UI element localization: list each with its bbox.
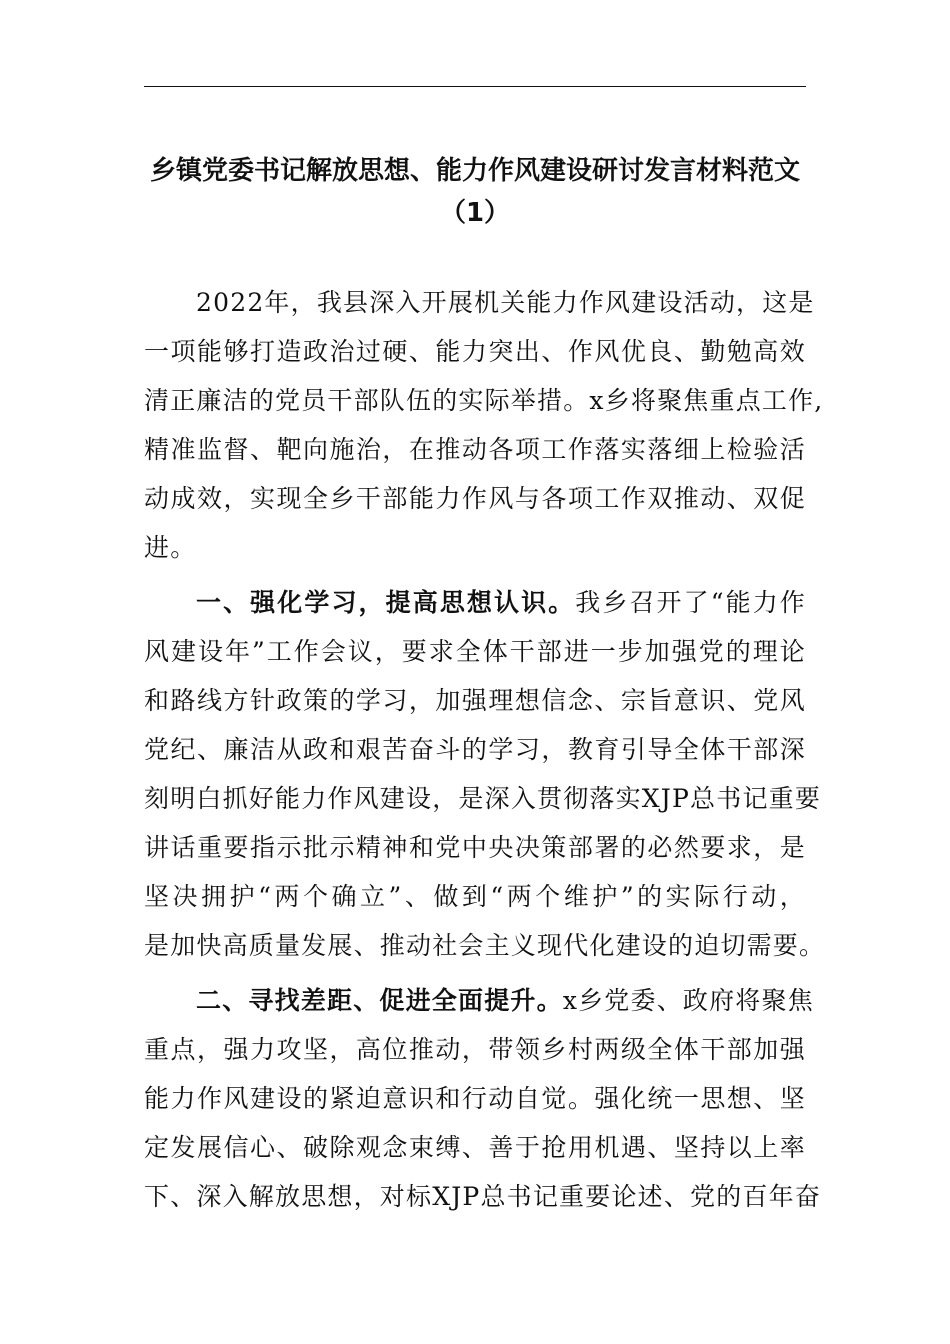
paragraph-line: 风建设年”工作会议，要求全体干部进一步加强党的理论 — [144, 637, 806, 666]
paragraph-line: 讲话重要指示批示精神和党中央决策部署的必然要求，是 — [144, 833, 806, 862]
intro-paragraph — [144, 278, 824, 572]
title-line-2: （1） — [439, 198, 511, 228]
paragraph-line: 定发展信心、破除观念束缚、善于抢用机遇、坚持以上率 — [144, 1133, 806, 1162]
document-body — [144, 278, 826, 1221]
section-2-first-line-rest: x乡党委、政府将聚焦 — [562, 986, 814, 1015]
section-1-paragraph — [144, 578, 826, 970]
paragraph-line: 下、深入解放思想，对标XJP总书记重要论述、党的百年奋 — [144, 1182, 822, 1211]
section-1-first-line — [144, 578, 806, 627]
section-2-heading: 二、寻找差距、促进全面提升。 — [196, 986, 563, 1015]
paragraph-line: 一项能够打造政治过硬、能力突出、作风优良、勤勉高效 — [144, 337, 806, 366]
paragraph-line: 刻明白抓好能力作风建设，是深入贯彻落实XJP总书记重要 — [144, 784, 822, 813]
title-line-1: 乡镇党委书记解放思想、能力作风建设研讨发言材料范文 — [149, 156, 800, 186]
document-title — [144, 150, 806, 234]
paragraph-line: 是加快高质量发展、推动社会主义现代化建设的迫切需要。 — [144, 931, 826, 960]
paragraph-line: 动成效，实现全乡干部能力作风与各项工作双推动、双促 — [144, 484, 806, 513]
section-1-first-line-rest: 我乡召开了“能力作 — [575, 588, 806, 617]
paragraph-line: 和路线方针政策的学习，加强理想信念、宗旨意识、党风 — [144, 686, 806, 715]
paragraph-line: 坚决拥护“两个确立”、做到“两个维护”的实际行动， — [144, 882, 806, 911]
paragraph-line: 进。 — [144, 533, 197, 562]
paragraph-line: 能力作风建设的紧迫意识和行动自觉。强化统一思想、坚 — [144, 1084, 806, 1113]
section-2-first-line — [144, 976, 814, 1025]
paragraph-line: 党纪、廉洁从政和艰苦奋斗的学习，教育引导全体干部深 — [144, 735, 806, 764]
section-2-paragraph — [144, 976, 822, 1221]
paragraph-line: 精准监督、靶向施治，在推动各项工作落实落细上检验活 — [144, 435, 806, 464]
paragraph-line: 重点，强力攻坚，高位推动，带领乡村两级全体干部加强 — [144, 1035, 806, 1064]
paragraph-line: 清正廉洁的党员干部队伍的实际举措。x乡将聚焦重点工作, — [144, 386, 824, 415]
paragraph-line: 2022年，我县深入开展机关能力作风建设活动，这是 — [196, 288, 815, 317]
section-1-heading: 一、强化学习，提高思想认识。 — [196, 588, 576, 617]
header-rule — [144, 86, 806, 87]
